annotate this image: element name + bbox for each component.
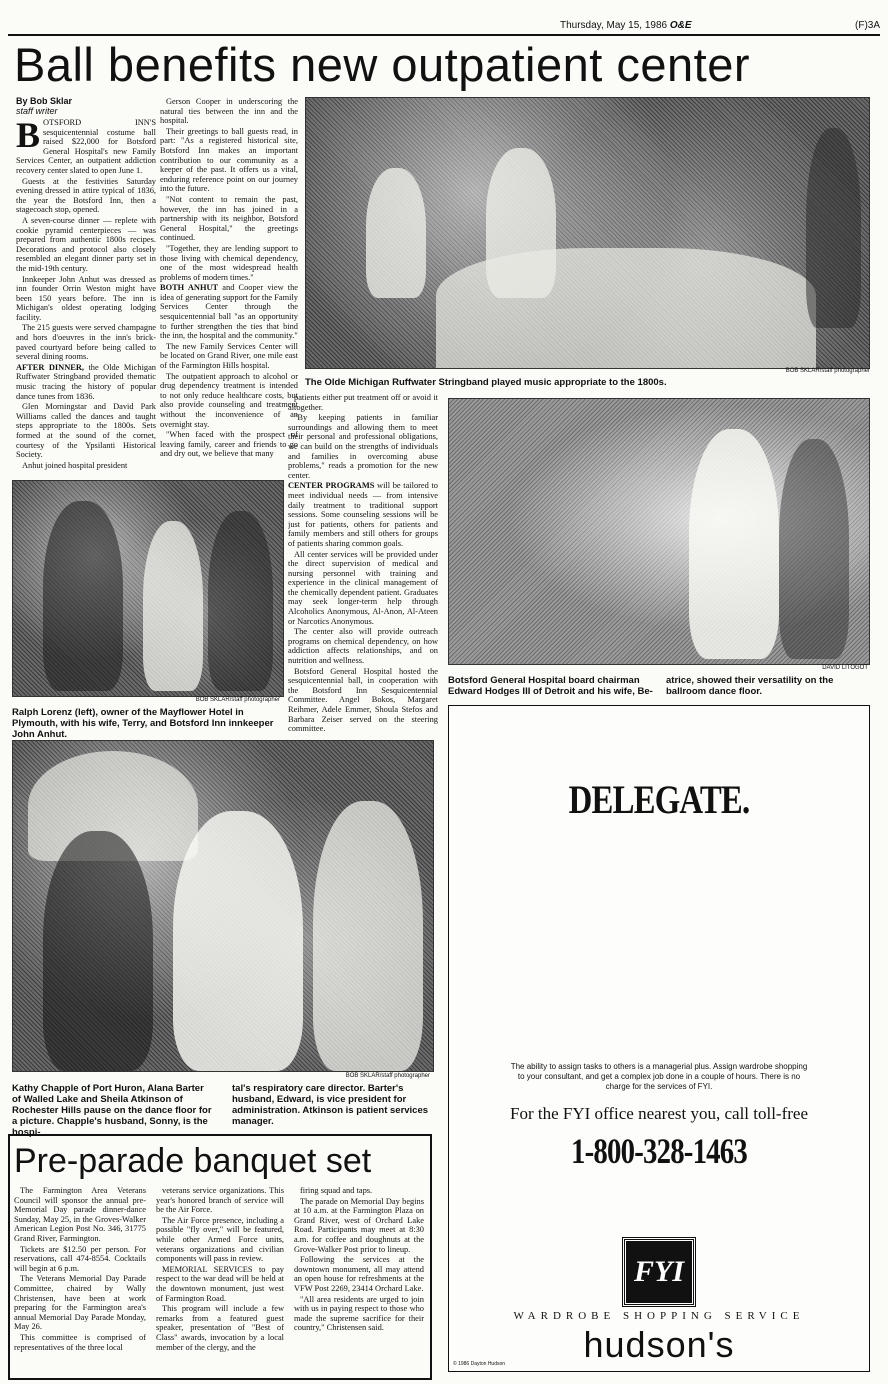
article-paragraph: "When faced with the prospect of leaving family, career and friends to go and dry out, we believe that many <box>160 430 298 459</box>
banquet-paragraph: veterans service organizations. This year's honored branch of service will be the Air Force. <box>156 1186 284 1215</box>
photo-figure <box>208 511 273 691</box>
article-paragraph: Guests at the festivities Saturday evening dressed in attire typical of 1836, the year the Botsford Inn, then a stagecoach stop, opened. <box>16 176 156 215</box>
banquet-headline: Pre-parade banquet set <box>14 1142 372 1180</box>
lorenz-credit: BOB SKLAR/staff photographer <box>195 697 280 703</box>
banquet-box <box>8 1134 432 1380</box>
photo-figure <box>366 168 426 298</box>
byline <box>16 96 156 116</box>
photo-figure <box>779 439 849 659</box>
subhead-lead: BOTH ANHUT <box>160 283 219 293</box>
hodges-caption-a: Botsford General Hospital board chairman Edward Hodges III of Detroit and his wife, Be- <box>448 675 653 697</box>
hudsons-logo: hudson's <box>583 1324 735 1365</box>
article-paragraph: The outpatient approach to alcohol or drug dependency treatment is intended to not only reduce healthcare costs, but also provide counseling and treatment without the inconvenience of an overnight stay. <box>160 371 298 429</box>
article-paragraph: AFTER DINNER, the Olde Michigan Ruffwater Stringband provided thematic music tracing the history of popular dance tunes from 1836. <box>16 362 156 401</box>
banquet-paragraph: This program will include a few remarks from a featured guest speaker, presentation of "Best of Class" awards, invocation by a local member of the clergy, and the <box>156 1304 284 1352</box>
stringband-credit: BOB SKLAR/staff photographer <box>785 368 870 374</box>
chapple-caption-b: tal's respiratory care director. Barter's husband, Edward, is vice president for administration. Atkinson is patient services manager. <box>232 1083 429 1127</box>
photo-figure <box>43 501 123 691</box>
banquet-paragraph: Tickets are $12.50 per person. For reservations, call 474-8554. Cocktails will begin at 6 p.m. <box>14 1244 146 1273</box>
article-paragraph: A seven-course dinner — replete with cookie pyramid centerpieces — was prepared from authentic 1800s recipes. Decorations and protocol also closely resembled an elegant dinner party set in the mid-19th century. <box>16 215 156 273</box>
photo-figure <box>143 521 203 691</box>
drop-cap: B <box>16 118 41 155</box>
photo-figure <box>313 801 423 1071</box>
banquet-paragraph: firing squad and taps. <box>300 1186 373 1195</box>
chapple-photo <box>12 740 434 1072</box>
folio-page: (F)3A <box>855 20 880 31</box>
subhead-lead: CENTER PROGRAMS <box>288 481 375 491</box>
article-paragraph: Innkeeper John Anhut was dressed as inn founder Orrin Weston might have been 150 years before. The inn is Michigan's oldest operating lodging facility. <box>16 274 156 322</box>
folio <box>560 20 880 31</box>
ad-title: DELEGATE. <box>568 777 750 822</box>
article-paragraph: The center also will provide outreach programs on chemical dependency, on how addiction affects relationships, and on nutrition and wellness. <box>288 627 438 666</box>
banquet-paragraph: This committee is comprised of representatives of the three local <box>14 1332 146 1352</box>
banquet-paragraph: "All area residents are urged to join with us in paying respect to those who made the supreme sacrifice for their country," Christensen said. <box>294 1294 424 1333</box>
article-paragraph: All center services will be provided under the direct supervision of medical and nursing personnel with training and experience in the clinical management of the chemically dependent patient. Graduates may seek longer-term help through Alcoholics Anonymous, Al-Anon, Al-Ateen or Narcotics Anonymous. <box>288 549 438 626</box>
subhead-lead: AFTER DINNER, <box>16 362 84 372</box>
article-paragraph: The new Family Services Center will be located on Grand River, one mile east of the Farmington Hills hospital. <box>160 341 298 371</box>
photo-figure <box>689 429 779 659</box>
ad-call: For the FYI office nearest you, call toll-free <box>509 1104 809 1123</box>
photo-figure <box>173 811 303 1071</box>
article-column-2 <box>160 97 298 475</box>
hudsons-ad <box>448 705 870 1372</box>
banquet-column-1 <box>14 1186 146 1374</box>
article-paragraph: Glen Morningstar and David Park Williams called the dances and taught steps appropriate to the 1800s. Sets formed at the sound of the cornet, courtesy of the Ypsilanti Historical Society. <box>16 402 156 460</box>
hodges-photo <box>448 398 870 665</box>
chapple-caption-a: Kathy Chapple of Port Huron, Alana Barter of Walled Lake and Sheila Atkinson of Rochester Hills pause on the dance floor for a picture. Chapple's husband, Sonny, is the hospi- <box>12 1083 212 1138</box>
ad-tagline: WARDROBE SHOPPING SERVICE <box>513 1310 805 1322</box>
banquet-paragraph: MEMORIAL SERVICES to pay respect to the war dead will be held at the downtown monument, just west of Farmington Road. <box>156 1264 284 1303</box>
banquet-paragraph: The Air Force presence, including a possible "fly over," will be featured, while other Armed Force units, veterans organizations and civilian components will pass in review. <box>156 1215 284 1264</box>
lorenz-photo <box>12 480 284 697</box>
article-column-3 <box>288 393 438 735</box>
banquet-paragraph: Following the services at the downtown monument, all may attend an open house for refreshments at the VFW Post 2269, 23414 Orchard Lake. <box>294 1255 424 1293</box>
byline-role: staff writer <box>16 106 58 116</box>
photo-table <box>436 248 816 368</box>
article-headline: Ball benefits new outpatient center <box>14 38 751 91</box>
lorenz-caption: Ralph Lorenz (left), owner of the Mayflower Hotel in Plymouth, with his wife, Terry, and Botsford Inn innkeeper John Anhut. <box>12 707 274 740</box>
ad-body: The ability to assign tasks to others is a managerial plus. Assign wardrobe shopping to your consultant, and get a complex job done in a couple of hours. There is no charge for the services of FYI. <box>510 1062 808 1091</box>
ad-copyright: © 1986 Dayton Hudson <box>453 1361 506 1367</box>
article-paragraph: Anhut joined hospital president <box>22 460 128 470</box>
top-rule <box>8 34 880 36</box>
stringband-photo <box>305 97 870 369</box>
hodges-credit: DAVID LITOGOT <box>822 665 868 671</box>
fyi-logo: FYI <box>623 1238 695 1306</box>
banquet-paragraph: The Farmington Area Veterans Council will sponsor the annual pre-Memorial Day parade dinner-dance Sunday, May 25, in the Groves-Walker American Legion Post No. 346, 31775 Grand River, Farmington. <box>14 1186 146 1243</box>
article-paragraph: Botsford General Hospital hosted the sesquicentennial ball, in cooperation with the Botsford Inn Sesquicentennial Committee. Angel Bokos, Margaret Reihmer, Adele Emmer, Shoula Stefos and Barbara Zeiser served on the steering committee. <box>288 666 438 734</box>
article-paragraph: "By keeping patients in familiar surroundings and allowing them to meet their personal and professional obligations, we can build on the strengths of individuals and families in overcoming abuse problems," reads a promotion for the new center. <box>288 413 438 480</box>
article-paragraph: "Together, they are lending support to those living with chemical dependency, one of the most widespread health problems of modern times." <box>160 243 298 282</box>
banquet-column-3 <box>294 1186 424 1374</box>
byline-name: By Bob Sklar <box>16 96 73 106</box>
article-paragraph: "Not content to remain the past, however, the inn has joined in a partnership with its neighbor, Botsford General Hospital," the greetings continued. <box>160 194 298 243</box>
stringband-caption: The Olde Michigan Ruffwater Stringband played music appropriate to the 1800s. <box>305 377 667 388</box>
hodges-caption-b: atrice, showed their versatility on the ballroom dance floor. <box>666 675 834 697</box>
banquet-paragraph: The parade on Memorial Day begins at 10 a.m. at the Farmington Plaza on Grand River, west of Orchard Lake Road. Participants may meet at 8:30 a.m. for coffee and doughnuts at the Grove-Walker Post prior to lineup. <box>294 1196 424 1254</box>
article-column-1 <box>16 118 156 478</box>
ad-phone: 1-800-328-1463 <box>571 1131 747 1171</box>
article-paragraph: patients either put treatment off or avoid it altogether. <box>288 393 438 412</box>
article-paragraph: Gerson Cooper in underscoring the natural ties between the inn and the hospital. <box>160 97 298 126</box>
banquet-column-2 <box>156 1186 284 1374</box>
chapple-credit: BOB SKLAR/staff photographer <box>345 1073 430 1079</box>
article-paragraph: BOTH ANHUT and Cooper view the idea of generating support for the Family Services Center through the sesquicentennial ball "as an opportunity to further strengthen the ties that bind the inn, the hospital and the community." <box>160 283 298 341</box>
folio-date: Thursday, May 15, 1986 O&E <box>560 20 692 31</box>
photo-figure <box>43 831 153 1071</box>
article-paragraph: BOTSFORD INN'S sesquicentennial costume ball raised $22,000 for Botsford General Hospital's new Family Services Center, an outpatient addiction recovery center slated to open June 1. <box>16 118 156 175</box>
article-paragraph: The 215 guests were served champagne and hors d'oeuvres in the inn's brick-paved courtyard before being called to several dining rooms. <box>16 323 156 362</box>
article-paragraph: Their greetings to ball guests read, in part: "As a registered historical site, Botsford Inn makes an important contribution to our community as a keeper of the past. It offers us a vital, enduring reference point on our journey into the future. <box>160 126 298 194</box>
photo-figure <box>806 128 861 328</box>
article-paragraph: CENTER PROGRAMS will be tailored to meet individual needs — from intensive daily treatment to traditional support sessions. Some counseling sessions will be just for patients, others for patients and family members and still others for groups of patients sharing common goals. <box>288 481 438 548</box>
banquet-paragraph: The Veterans Memorial Day Parade Committee, chaired by Wally Christensen, have been at work preparing for the Farmington area's annual Memorial Day Parade Monday, May 26. <box>14 1274 146 1332</box>
